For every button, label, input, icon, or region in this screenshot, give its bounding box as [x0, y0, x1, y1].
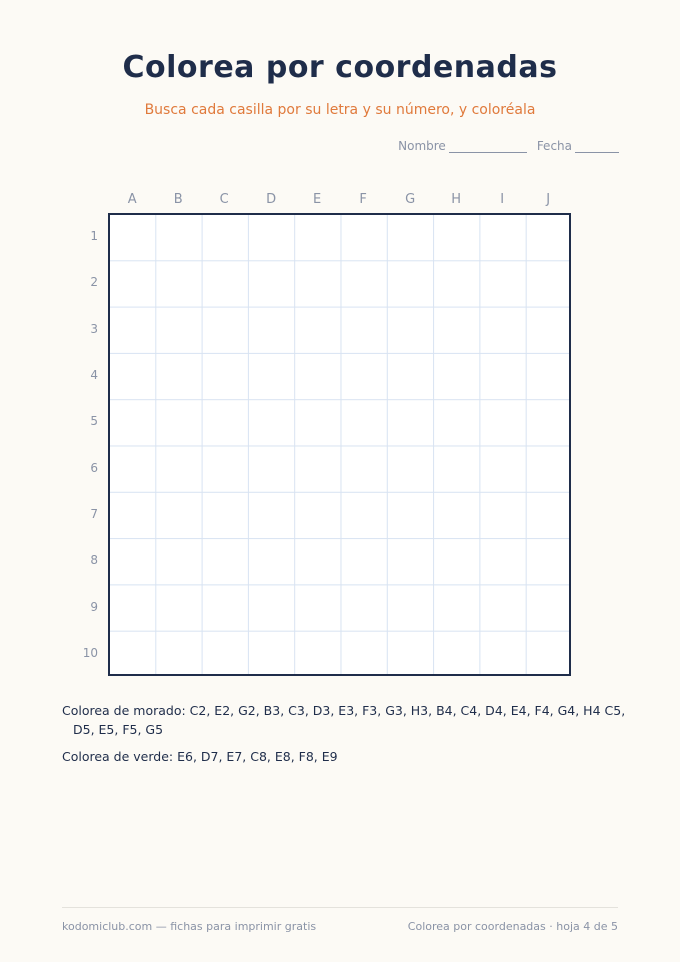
name-line[interactable]: [449, 142, 527, 153]
row-label: 2: [90, 275, 98, 289]
row-label: 6: [90, 461, 98, 475]
column-label: E: [313, 192, 322, 207]
footer-site: kodomiclub.com — fichas para imprimir gratis: [62, 920, 317, 933]
instruction-green: Colorea de verde: E6, D7, E7, C8, E8, F8, E9: [62, 749, 338, 764]
row-label: 1: [90, 229, 98, 243]
footer-divider: [62, 907, 618, 908]
row-label: 8: [90, 553, 98, 567]
row-label: 5: [90, 414, 98, 428]
row-label: 3: [90, 322, 98, 336]
name-date-fields: [398, 139, 619, 153]
row-label: 10: [82, 646, 98, 660]
coordinate-grid[interactable]: [108, 213, 571, 676]
page-subtitle: Busca cada casilla por su letra y su número, y coloréala: [144, 102, 536, 118]
date-label: Fecha: [536, 139, 572, 153]
page-title: Colorea por coordenadas: [122, 50, 558, 85]
column-label: F: [359, 192, 367, 207]
instruction-purple: Colorea de morado: C2, E2, G2, B3, C3, D3, E3, F3, G3, H3, B4, C4, D4, E4, F4, G4, H4 C5, D5, E5, F5, G5: [62, 703, 626, 737]
column-label: D: [266, 192, 277, 207]
column-label: H: [451, 192, 462, 207]
column-label: B: [173, 192, 183, 207]
column-label: C: [219, 192, 229, 207]
row-label: 7: [90, 507, 98, 521]
column-label: G: [405, 192, 416, 207]
column-label: I: [500, 192, 505, 207]
row-label: 4: [90, 368, 98, 382]
column-label: A: [127, 192, 137, 207]
row-label: 9: [90, 600, 98, 614]
footer-page-info: Colorea por coordenadas · hoja 4 de 5: [407, 920, 618, 933]
column-label: J: [546, 192, 551, 207]
date-line[interactable]: [575, 142, 619, 153]
name-label: Nombre: [398, 139, 446, 153]
